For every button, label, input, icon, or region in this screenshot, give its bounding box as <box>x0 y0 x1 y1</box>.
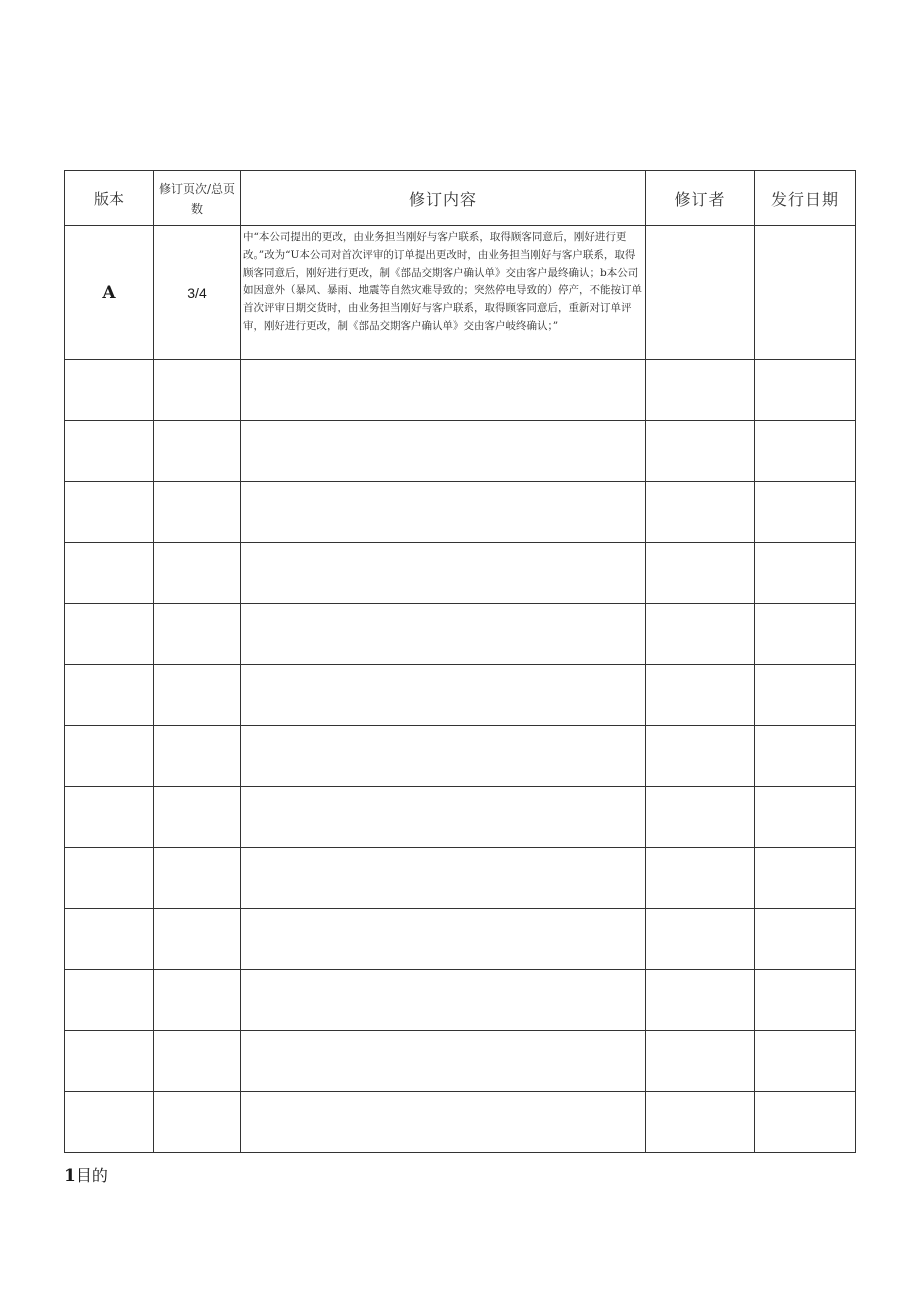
pages-cell <box>154 543 241 604</box>
header-version: 版本 <box>65 171 154 226</box>
table-row <box>65 848 856 909</box>
table-row <box>65 1031 856 1092</box>
table-row <box>65 360 856 421</box>
release-date-cell <box>755 360 856 421</box>
reviser-cell <box>646 604 755 665</box>
table-row <box>65 665 856 726</box>
pages-cell <box>154 726 241 787</box>
table-header-row <box>65 171 856 226</box>
version-cell <box>65 604 154 665</box>
version-cell <box>65 360 154 421</box>
release-date-cell <box>755 421 856 482</box>
table-body <box>65 226 856 1153</box>
table-row <box>65 787 856 848</box>
release-date-cell <box>755 848 856 909</box>
version-cell <box>65 421 154 482</box>
reviser-cell <box>646 1092 755 1153</box>
version-cell <box>65 726 154 787</box>
pages-cell <box>154 1092 241 1153</box>
pages-cell <box>154 604 241 665</box>
reviser-cell <box>646 665 755 726</box>
header-reviser: 修订者 <box>646 171 755 226</box>
reviser-cell <box>646 360 755 421</box>
reviser-cell <box>646 726 755 787</box>
section-heading <box>64 1163 108 1186</box>
reviser-cell <box>646 848 755 909</box>
reviser-cell <box>646 787 755 848</box>
pages-cell <box>154 360 241 421</box>
header-pages-label: 修订页次/总页数 <box>158 182 236 216</box>
pages-cell <box>154 421 241 482</box>
content-cell <box>241 1092 646 1153</box>
version-cell <box>65 543 154 604</box>
reviser-cell <box>646 1031 755 1092</box>
pages-cell <box>154 787 241 848</box>
content-cell <box>241 604 646 665</box>
reviser-cell <box>646 909 755 970</box>
content-cell: 中“本公司提出的更改，由业务担当刚好与客户联系，取得顾客同意后，刚好进行更改。”改为“U本公司对首次评审的订单提出更改时，由业务担当刚好与客户联系，取得顾客同意后，刚好进行更改，制《部品交期客户确认单》交由客户最终确认；b本公司如因意外（暴风、暴雨、地震等自然灾难导致的；突然停电导致的）停产，不能按订单首次评审日期交货时，由业务担当刚好与客户联系，取得顾客同意后，重新对订单评审，刚好进行更改，制《部品交期客户确认单》交由客户岐终确认；” <box>241 226 646 360</box>
version-cell: A <box>65 226 154 360</box>
table-row <box>65 604 856 665</box>
section-number: 1 <box>64 1166 76 1186</box>
content-cell <box>241 726 646 787</box>
reviser-cell <box>646 226 755 360</box>
version-cell <box>65 970 154 1031</box>
release-date-cell <box>755 665 856 726</box>
table-row <box>65 482 856 543</box>
table-row <box>65 421 856 482</box>
version-cell <box>65 1092 154 1153</box>
content-cell <box>241 421 646 482</box>
content-cell <box>241 1031 646 1092</box>
header-content: 修订内容 <box>241 171 646 226</box>
release-date-cell <box>755 604 856 665</box>
version-cell <box>65 787 154 848</box>
release-date-cell <box>755 543 856 604</box>
pages-cell <box>154 665 241 726</box>
reviser-cell <box>646 482 755 543</box>
pages-cell: 3/4 <box>154 226 241 360</box>
reviser-cell <box>646 970 755 1031</box>
version-cell <box>65 909 154 970</box>
table-row <box>65 1092 856 1153</box>
release-date-cell <box>755 726 856 787</box>
pages-cell <box>154 909 241 970</box>
release-date-cell <box>755 1092 856 1153</box>
section-title: 目的 <box>75 1166 108 1185</box>
release-date-cell <box>755 909 856 970</box>
pages-cell <box>154 970 241 1031</box>
version-cell <box>65 665 154 726</box>
version-cell <box>65 482 154 543</box>
header-release-date: 发行日期 <box>755 171 856 226</box>
content-cell <box>241 787 646 848</box>
release-date-cell <box>755 226 856 360</box>
content-cell <box>241 665 646 726</box>
table-row <box>65 909 856 970</box>
version-cell <box>65 1031 154 1092</box>
revision-history-table <box>64 170 856 1153</box>
content-cell <box>241 360 646 421</box>
content-cell <box>241 848 646 909</box>
release-date-cell <box>755 1031 856 1092</box>
pages-cell <box>154 1031 241 1092</box>
pages-cell <box>154 848 241 909</box>
reviser-cell <box>646 421 755 482</box>
table-row <box>65 226 856 360</box>
reviser-cell <box>646 543 755 604</box>
content-cell <box>241 482 646 543</box>
table-row <box>65 543 856 604</box>
release-date-cell <box>755 970 856 1031</box>
header-pages <box>154 171 241 226</box>
table-row <box>65 970 856 1031</box>
content-cell <box>241 970 646 1031</box>
release-date-cell <box>755 482 856 543</box>
table-row <box>65 726 856 787</box>
version-cell <box>65 848 154 909</box>
content-cell <box>241 909 646 970</box>
release-date-cell <box>755 787 856 848</box>
content-cell <box>241 543 646 604</box>
pages-cell <box>154 482 241 543</box>
